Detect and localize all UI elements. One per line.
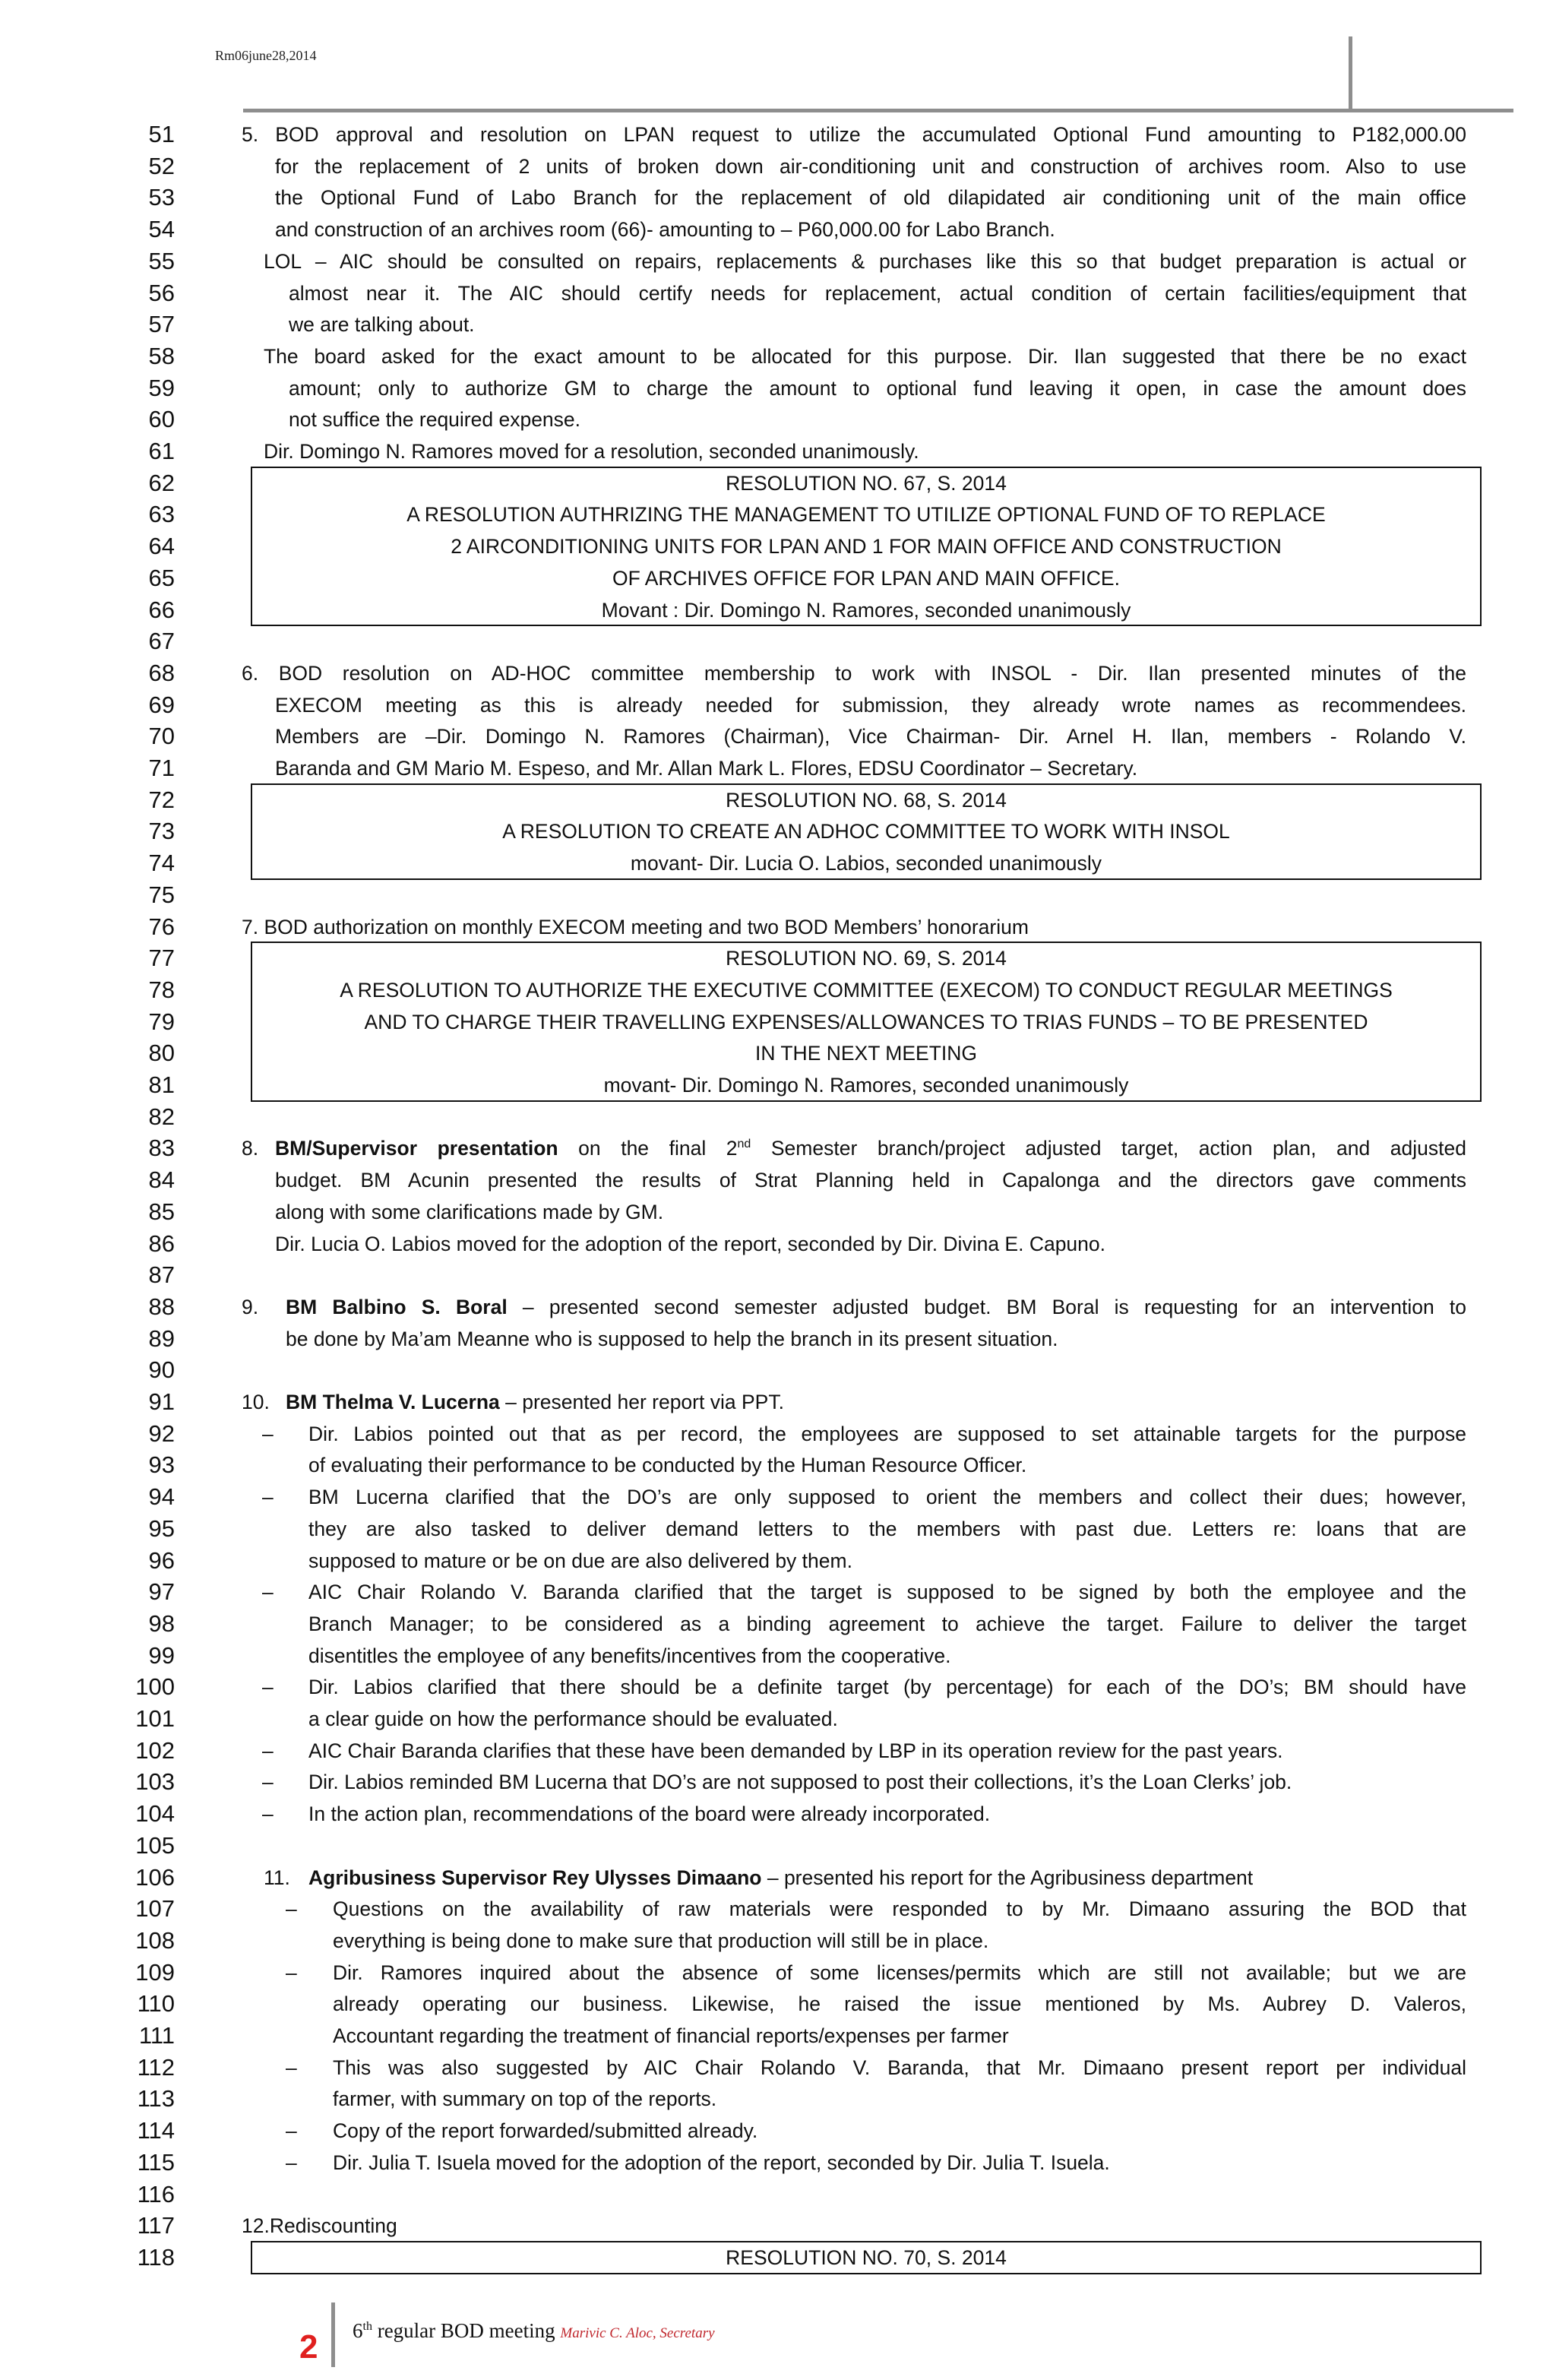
item-11-bullet-2-line-1: Dir. Ramores inquired about the absence of some licenses/permits which are still not available; but we are [333, 1961, 1466, 1984]
footer-vertical-rule [331, 2302, 335, 2367]
item-11-line-1 [308, 1863, 1253, 1893]
item-11-bullet-2-dash: – [286, 1961, 297, 1984]
item-10-bullet-1-line-1: Dir. Labios pointed out that as per record, the employees are supposed to set attainable targets for the purpose [308, 1422, 1466, 1445]
item-5-line-5: LOL – AIC should be consulted on repairs, replacements & purchases like this so that budget preparation is actual or [264, 249, 1466, 273]
item-6-line-4: Baranda and GM Mario M. Espeso, and Mr. Allan Mark L. Flores, EDSU Coordinator – Secretary. [275, 757, 1138, 780]
line-number: 113 [137, 2085, 175, 2113]
line-number: 82 [148, 1103, 175, 1130]
item-10-bullet-6: Dir. Labios reminded BM Lucerna that DO’s are not supposed to post their collections, it’s the Loan Clerks’ job. [308, 1771, 1292, 1794]
line-number: 68 [148, 659, 175, 686]
line-number: 97 [148, 1578, 175, 1606]
line-number: 107 [135, 1895, 175, 1923]
resolution-68-title: A RESOLUTION TO CREATE AN ADHOC COMMITTEE TO WORK WITH INSOL [502, 820, 1230, 843]
line-number: 118 [137, 2243, 175, 2271]
line-number: 112 [137, 2053, 175, 2081]
item-8-superscript: nd [737, 1138, 751, 1151]
line-number: 79 [148, 1008, 175, 1035]
item-5-line-9: amount; only to authorize GM to charge the amount to optional fund leaving it open, in case the amount does [289, 376, 1466, 400]
line-number: 100 [135, 1673, 175, 1701]
resolution-68-number: RESOLUTION NO. 68, S. 2014 [726, 788, 1007, 812]
line-number: 99 [148, 1641, 175, 1669]
resolution-69-title-line-2: AND TO CHARGE THEIR TRAVELLING EXPENSES/ALLOWANCES TO TRIAS FUNDS – TO BE PRESENTED [364, 1010, 1368, 1033]
item-10-heading: BM Thelma V. Lucerna [286, 1391, 500, 1413]
line-number: 61 [148, 438, 175, 464]
item-5-line-8: The board asked for the exact amount to be allocated for this purpose. Dir. Ilan suggested that there be no exact [264, 344, 1466, 368]
item-11-bullet-1-dash: – [286, 1897, 297, 1921]
line-number: 58 [148, 342, 175, 369]
line-number: 103 [135, 1768, 175, 1796]
line-number: 52 [148, 152, 175, 179]
item-9-line-1 [286, 1292, 1466, 1322]
item-10-line-1 [286, 1387, 784, 1417]
item-9-number: 9. [242, 1295, 259, 1318]
line-number: 78 [148, 976, 175, 1003]
footer-ordinal-suffix: th [362, 2320, 372, 2333]
item-11-bullet-2-line-2: already operating our business. Likewise, he raised the issue mentioned by Ms. Aubrey D. Valeros, [333, 1992, 1466, 2016]
item-10-bullet-7-dash: – [262, 1802, 274, 1826]
line-number: 90 [148, 1356, 175, 1384]
line-number: 86 [148, 1230, 175, 1257]
line-number: 116 [137, 2180, 175, 2208]
line-number: 85 [148, 1198, 175, 1225]
line-number: 76 [148, 913, 175, 940]
item-10-bullet-2-line-3: supposed to mature or be on due are also delivered by them. [308, 1549, 852, 1572]
item-5-line-6: almost near it. The AIC should certify needs for replacement, actual condition of certain facilities/equipment that [289, 281, 1466, 305]
item-7-line-1: 7. BOD authorization on monthly EXECOM meeting and two BOD Members’ honorarium [242, 915, 1029, 938]
line-number: 96 [148, 1546, 175, 1574]
item-11-line-1-text: – presented his report for the Agribusiness department [761, 1866, 1254, 1889]
resolution-67-title-line-1: A RESOLUTION AUTHRIZING THE MANAGEMENT TO UTILIZE OPTIONAL FUND OF TO REPLACE [406, 503, 1326, 527]
item-10-bullet-6-dash: – [262, 1771, 274, 1794]
item-10-bullet-2-line-1: BM Lucerna clarified that the DO’s are only supposed to orient the members and collect their dues; however, [308, 1486, 1466, 1509]
line-number: 69 [148, 691, 175, 718]
item-11-bullet-1-line-2: everything is being done to make sure that production will still be in place. [333, 1929, 989, 1952]
line-number: 109 [135, 1958, 175, 1986]
item-8-line-1 [275, 1133, 1466, 1163]
line-number: 114 [137, 2117, 175, 2144]
item-5-line-4: and construction of an archives room (66)- amounting to – P60,000.00 for Labo Branch. [275, 218, 1055, 242]
line-number: 72 [148, 786, 175, 813]
item-10-bullet-4-line-2: a clear guide on how the performance should be evaluated. [308, 1707, 838, 1730]
resolution-69-number: RESOLUTION NO. 69, S. 2014 [726, 947, 1007, 970]
page-number: 2 [299, 2328, 318, 2366]
item-9-line-2: be done by Ma’am Meanne who is supposed to help the branch in its present situation. [286, 1327, 1058, 1350]
item-5-line-10: not suffice the required expense. [289, 408, 581, 432]
line-number: 57 [148, 311, 175, 338]
line-number: 64 [148, 533, 175, 560]
item-6-line-1: 6. BOD resolution on AD-HOC committee membership to work with INSOL - Dir. Ilan presented minutes of the [242, 661, 1466, 685]
line-number: 117 [137, 2212, 175, 2239]
line-number: 104 [135, 1800, 175, 1828]
line-number: 80 [148, 1040, 175, 1067]
line-number: 59 [148, 374, 175, 401]
item-11-bullet-4: Copy of the report forwarded/submitted already. [333, 2119, 758, 2143]
line-number: 75 [148, 881, 175, 908]
line-number: 55 [148, 247, 175, 274]
item-11-bullet-5-dash: – [286, 2151, 297, 2174]
item-11-bullet-1-line-1: Questions on the availability of raw materials were responded to by Mr. Dimaano assuring the BOD that [333, 1897, 1466, 1921]
item-11-bullet-3-dash: – [286, 2056, 297, 2079]
item-9-line-1-text: – presented second semester adjusted budget. BM Boral is requesting for an intervention to [507, 1295, 1466, 1318]
resolution-67-number: RESOLUTION NO. 67, S. 2014 [726, 471, 1007, 495]
line-number: 71 [148, 755, 175, 781]
line-number: 89 [148, 1325, 175, 1352]
line-number: 54 [148, 216, 175, 243]
item-6-line-3: Members are –Dir. Domingo N. Ramores (Chairman), Vice Chairman- Dir. Arnel H. Ilan, members - Rolando V. [275, 725, 1466, 748]
item-5-line-3: the Optional Fund of Labo Branch for the replacement of old dilapidated air conditioning unit of the main office [275, 186, 1466, 210]
item-11-number: 11. [264, 1866, 290, 1889]
line-number: 53 [148, 184, 175, 211]
header-horizontal-rule [243, 109, 1513, 112]
resolution-67-title-line-2: 2 AIRCONDITIONING UNITS FOR LPAN AND 1 FOR MAIN OFFICE AND CONSTRUCTION [451, 535, 1282, 559]
item-10-number: 10. [242, 1391, 270, 1413]
item-10-bullet-1-dash: – [262, 1422, 274, 1445]
line-number: 92 [148, 1419, 175, 1447]
resolution-67-movant: Movant : Dir. Domingo N. Ramores, seconded unanimously [601, 598, 1131, 622]
line-number: 91 [148, 1388, 175, 1415]
line-number: 105 [135, 1831, 175, 1859]
item-5-line-1: 5. BOD approval and resolution on LPAN request to utilize the accumulated Optional Fund amounting to P182,000.00 [242, 123, 1466, 146]
item-8-line-1-text-b: Semester branch/project adjusted target, action plan, and adjusted [751, 1137, 1466, 1160]
item-10-bullet-4-dash: – [262, 1676, 274, 1699]
resolution-68-movant: movant- Dir. Lucia O. Labios, seconded unanimously [630, 852, 1102, 875]
resolution-69-title-line-3: IN THE NEXT MEETING [754, 1042, 978, 1065]
item-11-bullet-2-line-3: Accountant regarding the treatment of financial reports/expenses per farmer [333, 2024, 1009, 2047]
line-number: 66 [148, 596, 175, 623]
item-5-line-7: we are talking about. [289, 313, 475, 337]
item-11-bullet-3-line-1: This was also suggested by AIC Chair Rolando V. Baranda, that Mr. Dimaano present report per individual [333, 2056, 1466, 2079]
item-8-line-3: along with some clarifications made by GM. [275, 1200, 664, 1223]
footer-label: regular BOD meeting [372, 2319, 561, 2342]
line-number: 60 [148, 406, 175, 433]
item-10-bullet-5: AIC Chair Baranda clarifies that these have been demanded by LBP in its operation review for the past years. [308, 1739, 1283, 1762]
line-number: 95 [148, 1514, 175, 1542]
line-number: 74 [148, 850, 175, 877]
line-number: 98 [148, 1609, 175, 1637]
line-number: 51 [148, 121, 175, 147]
item-8-number: 8. [242, 1137, 259, 1160]
item-10-bullet-3-line-3: disentitles the employee of any benefits/incentives from the cooperative. [308, 1644, 951, 1667]
line-number: 110 [137, 1990, 175, 2018]
item-10-line-1-text: – presented her report via PPT. [499, 1391, 784, 1413]
line-number: 106 [135, 1863, 175, 1891]
line-number: 67 [148, 628, 175, 655]
item-5-line-2: for the replacement of 2 units of broken down air-conditioning unit and construction of archives room. Also to use [275, 154, 1466, 178]
resolution-69-movant: movant- Dir. Domingo N. Ramores, seconded unanimously [603, 1074, 1129, 1097]
document-header-title: Rm06june28,2014 [215, 48, 317, 63]
item-10-bullet-4-line-1: Dir. Labios clarified that there should be a definite target (by percentage) for each of the DO’s; BM should have [308, 1676, 1466, 1699]
item-5-line-11: Dir. Domingo N. Ramores moved for a resolution, seconded unanimously. [264, 440, 919, 463]
line-number: 56 [148, 279, 175, 306]
item-11-heading: Agribusiness Supervisor Rey Ulysses Dimaano [308, 1866, 762, 1889]
item-10-bullet-1-line-2: of evaluating their performance to be conducted by the Human Resource Officer. [308, 1454, 1027, 1477]
item-10-bullet-3-line-1: AIC Chair Rolando V. Baranda clarified that the target is supposed to be signed by both the employee and the [308, 1581, 1466, 1604]
item-10-bullet-2-dash: – [262, 1486, 274, 1509]
item-8-line-1-text-a: on the final 2 [558, 1137, 738, 1160]
line-number: 87 [148, 1261, 175, 1289]
line-number: 77 [148, 945, 175, 972]
item-11-bullet-4-dash: – [286, 2119, 297, 2143]
line-number: 93 [148, 1451, 175, 1479]
item-9-heading: BM Balbino S. Boral [286, 1295, 508, 1318]
line-number: 101 [135, 1705, 175, 1732]
line-number: 102 [135, 1736, 175, 1764]
resolution-69-title-line-1: A RESOLUTION TO AUTHORIZE THE EXECUTIVE COMMITTEE (EXECOM) TO CONDUCT REGULAR MEETINGS [340, 978, 1393, 1002]
header-vertical-rule [1349, 36, 1352, 112]
line-number: 63 [148, 501, 175, 528]
line-number: 108 [135, 1926, 175, 1954]
footer-meeting-label [353, 2319, 715, 2343]
footer-secretary: Marivic C. Aloc, Secretary [560, 2325, 715, 2341]
item-8-line-4: Dir. Lucia O. Labios moved for the adoption of the report, seconded by Dir. Divina E. Capuno. [275, 1232, 1106, 1255]
item-11-bullet-5: Dir. Julia T. Isuela moved for the adoption of the report, seconded by Dir. Julia T. Isuela. [333, 2151, 1110, 2174]
item-10-bullet-7: In the action plan, recommendations of the board were already incorporated. [308, 1802, 991, 1826]
item-10-bullet-3-line-2: Branch Manager; to be considered as a binding agreement to achieve the target. Failure to deliver the target [308, 1612, 1466, 1635]
line-number: 65 [148, 564, 175, 591]
item-10-bullet-5-dash: – [262, 1739, 274, 1762]
line-number: 84 [148, 1166, 175, 1194]
resolution-70-number: RESOLUTION NO. 70, S. 2014 [726, 2245, 1007, 2269]
item-12-line-1: 12.Rediscounting [242, 2214, 397, 2238]
resolution-67-title-line-3: OF ARCHIVES OFFICE FOR LPAN AND MAIN OFFICE. [612, 566, 1120, 590]
item-10-bullet-2-line-2: they are also tasked to deliver demand letters to the members with past due. Letters re: loans that are [308, 1517, 1466, 1540]
item-8-line-2: budget. BM Acunin presented the results of Strat Planning held in Capalonga and the directors gave comments [275, 1169, 1466, 1192]
item-8-heading: BM/Supervisor presentation [275, 1137, 558, 1160]
line-number: 83 [148, 1135, 175, 1162]
line-number: 73 [148, 818, 175, 845]
line-number: 62 [148, 469, 175, 496]
line-number: 94 [148, 1483, 175, 1511]
item-6-line-2: EXECOM meeting as this is already needed for submission, they already wrote names as recommendees. [275, 693, 1466, 717]
line-number: 81 [148, 1071, 175, 1098]
line-number: 111 [138, 2022, 175, 2049]
item-10-bullet-3-dash: – [262, 1581, 274, 1604]
footer-ordinal: 6 [353, 2319, 363, 2342]
item-11-bullet-3-line-2: farmer, with summary on top of the reports. [333, 2087, 717, 2111]
line-number: 88 [148, 1293, 175, 1320]
line-number: 70 [148, 723, 175, 750]
line-number: 115 [137, 2148, 175, 2176]
